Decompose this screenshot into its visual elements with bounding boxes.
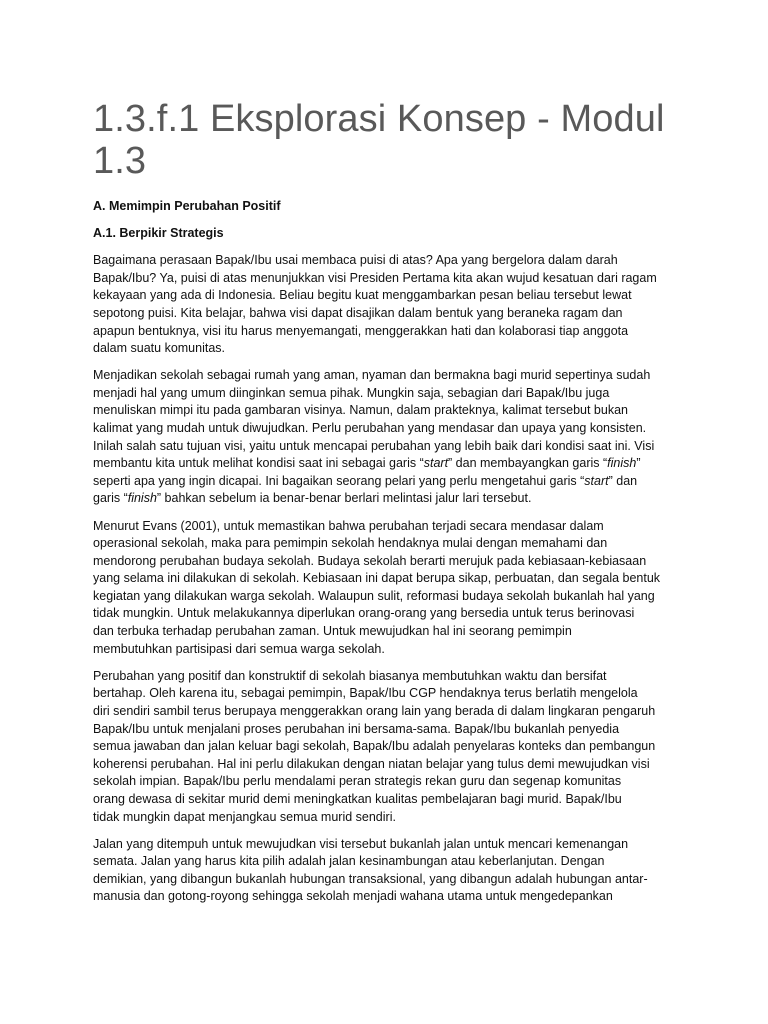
body-paragraph [93, 518, 676, 659]
text-line: demikian, yang dibangun bukanlah hubungan transaksional, yang dibangun adalah hubungan antar- [93, 871, 648, 886]
text-line: Jalan yang ditempuh untuk mewujudkan visi tersebut bukanlah jalan untuk mencari kemenangan [93, 836, 629, 851]
text-line: sepotong puisi. Kita belajar, bahwa visi dapat disajikan dalam bentuk yang beraneka ragam dan [93, 305, 623, 320]
section-heading: A. Memimpin Perubahan Positif [93, 199, 281, 213]
text-line: orang dewasa di sekitar murid demi meningkatkan kualitas pembelajaran bagi murid. Bapak/Ibu [93, 791, 622, 806]
text-line: kekayaan yang ada di Indonesia. Beliau begitu kuat menggambarkan pesan beliau tersebut lewat [93, 288, 632, 303]
text-line: Perubahan yang positif dan konstruktif di sekolah biasanya membutuhkan waktu dan bersifat [93, 668, 607, 683]
text-line: bertahap. Oleh karena itu, sebagai pemimpin, Bapak/Ibu CGP hendaknya terus berlatih mengelola [93, 686, 638, 701]
text-line: Bagaimana perasaan Bapak/Ibu usai membaca puisi di atas? Apa yang bergelora dalam darah [93, 253, 618, 268]
italic-term: start [584, 473, 609, 488]
text-line: Bapak/Ibu untuk menjalani proses perubahan ini bersama-sama. Bapak/Ibu bukanlah penyedia [93, 721, 620, 736]
text-run: membantu kita untuk melihat kondisi saat ini sebagai garis “ [93, 456, 424, 471]
page-title [93, 98, 676, 182]
body-paragraph [93, 252, 676, 358]
text-line: semata. Jalan yang harus kita pilih adalah jalan kesinambungan atau keberlanjutan. Dengan [93, 854, 605, 869]
text-line: Menurut Evans (2001), untuk memastikan bahwa perubahan terjadi secara mendasar dalam [93, 518, 604, 533]
text-line [93, 490, 676, 508]
text-line: kegiatan yang dilakukan warga sekolah. Walaupun sulit, reformasi budaya sekolah bukanlah hal yang [93, 588, 655, 603]
text-run: ” [636, 456, 641, 471]
text-line [93, 455, 676, 473]
text-run: ” dan [608, 473, 638, 488]
text-line: yang selama ini dilakukan di sekolah. Kebiasaan ini dapat berupa sikap, perbuatan, dan segala bentuk [93, 571, 661, 586]
text-line: dan terbuka terhadap perubahan zaman. Untuk mewujudkan hal ini seorang pemimpin [93, 624, 572, 639]
body-paragraph [93, 367, 676, 508]
text-line: Inilah salah satu tujuan visi, yaitu untuk mencapai perubahan yang lebih baik dari kondisi saat ini. Visi [93, 438, 655, 453]
text-run: seperti apa yang ingin dicapai. Ini bagaikan seorang pelari yang perlu mengetahui garis “ [93, 473, 585, 488]
text-run: ” bahkan sebelum ia benar-benar berlari melintasi jalur lari tersebut. [156, 491, 532, 506]
text-line: semua jawaban dan jalan keluar bagi sekolah, Bapak/Ibu adalah penyelaras konteks dan pembangun [93, 739, 656, 754]
italic-term: start [423, 456, 449, 471]
text-run: garis “ [93, 491, 128, 506]
italic-term: finish [607, 456, 637, 471]
text-line: apapun bentuknya, visi itu harus menyemangati, menggerakkan hati dan kolaborasi tiap anggota [93, 323, 629, 338]
title-line: 1.3.f.1 Eksplorasi Konsep - Modul [93, 98, 665, 140]
text-line: kalimat yang mudah untuk diwujudkan. Perlu perubahan yang mendasar dan upaya yang konsisten. [93, 421, 647, 436]
text-line: tidak mungkin. Untuk melakukannya diperlukan orang-orang yang bersedia untuk terus berinovasi [93, 606, 635, 621]
title-line: 1.3 [93, 140, 147, 182]
text-line: Bapak/Ibu? Ya, puisi di atas menunjukkan visi Presiden Pertama kita akan wujud kesatuan dari ragam [93, 270, 657, 285]
text-line: manusia dan gotong-royong sehingga sekolah menjadi wahana utama untuk mengedepankan [93, 889, 613, 904]
italic-term: finish [127, 491, 157, 506]
document-page [93, 98, 676, 915]
subsection-heading: A.1. Berpikir Strategis [93, 226, 224, 241]
body-paragraph [93, 668, 676, 826]
text-line: Menjadikan sekolah sebagai rumah yang aman, nyaman dan bermakna bagi murid sepertinya sudah [93, 368, 651, 383]
text-run: ” dan membayangkan garis “ [448, 456, 608, 471]
text-line: menjadi hal yang umum diinginkan semua pihak. Mungkin saja, sebagian dari Bapak/Ibu juga [93, 385, 610, 400]
text-line: mendorong perubahan budaya sekolah. Budaya sekolah berarti merujuk pada kebiasaan-kebiasaan [93, 553, 647, 568]
text-line: koherensi perubahan. Hal ini perlu dilakukan dengan niatan belajar yang tulus demi mewujudkan visi [93, 756, 650, 771]
text-line: menuliskan mimpi itu pada gambaran visinya. Namun, dalam prakteknya, kalimat tersebut bukan [93, 403, 628, 418]
text-line: sekolah impian. Bapak/Ibu perlu mendalami peran strategis rekan guru dan segenap komunitas [93, 774, 622, 789]
body-paragraph [93, 836, 676, 906]
text-line: diri sendiri sambil terus berupaya menggerakkan orang lain yang berada di dalam lingkaran pengaruh [93, 703, 656, 718]
text-line: membutuhkan partisipasi dari semua warga sekolah. [93, 641, 385, 656]
text-line [93, 473, 676, 491]
text-line: dalam suatu komunitas. [93, 341, 226, 356]
text-line: tidak mungkin dapat menjangkau semua murid sendiri. [93, 809, 396, 824]
text-line: operasional sekolah, maka para pemimpin sekolah hendaknya mulai dengan memahami dan [93, 536, 608, 551]
